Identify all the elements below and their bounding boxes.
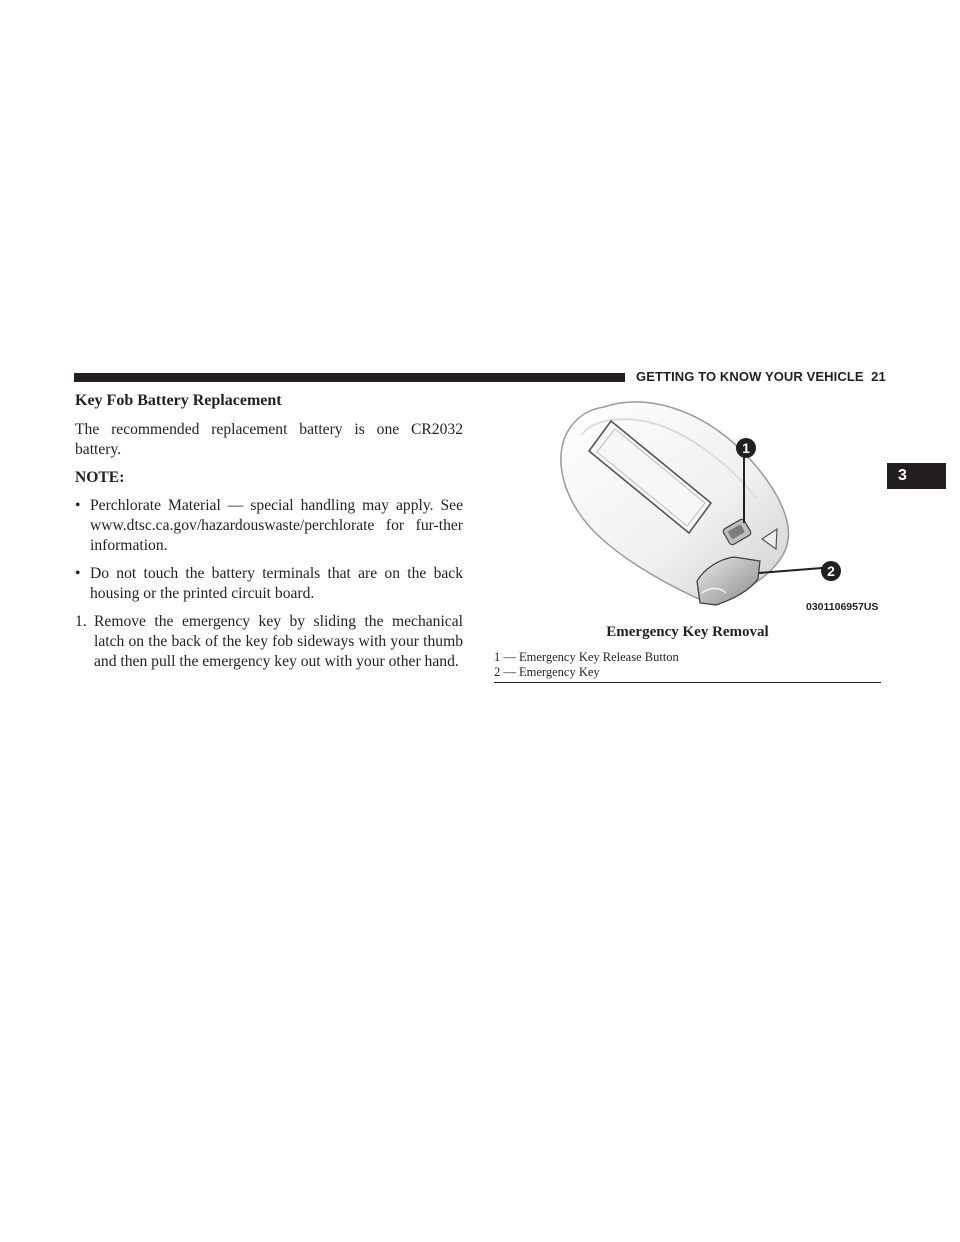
step-text: Remove the emergency key by sliding the mechanical latch on the back of the key fob sideways with your thumb and then pull the emergency key out with your other hand. bbox=[94, 613, 463, 670]
bullet-text: Perchlorate Material — special handling may apply. See www.dtsc.ca.gov/hazardouswaste/perchlorate for fur-ther information. bbox=[90, 497, 463, 554]
legend-item: 1 — Emergency Key Release Button bbox=[494, 650, 679, 664]
intro-paragraph: The recommended replacement battery is one CR2032 battery. bbox=[75, 421, 463, 458]
body-text-column bbox=[75, 391, 463, 672]
chapter-tab: 3 bbox=[887, 463, 946, 489]
callout-1-label: 1 bbox=[742, 440, 750, 456]
header-title: GETTING TO KNOW YOUR VEHICLE bbox=[636, 369, 864, 384]
callout-2-label: 2 bbox=[827, 563, 835, 579]
running-header bbox=[636, 369, 886, 384]
bullet-mark-icon: • bbox=[75, 497, 81, 514]
section-heading: Key Fob Battery Replacement bbox=[75, 392, 282, 409]
note-label: NOTE: bbox=[75, 469, 125, 486]
legend-item: 2 — Emergency Key bbox=[494, 665, 600, 679]
note-bullet bbox=[75, 564, 463, 604]
note-bullet bbox=[75, 496, 463, 556]
key-fob-illustration bbox=[494, 393, 881, 623]
procedure-step bbox=[75, 612, 463, 672]
figure-code: 0301106957US bbox=[806, 601, 879, 613]
page-number: 21 bbox=[871, 369, 886, 384]
legend-rule bbox=[494, 682, 881, 683]
step-number: 1. bbox=[75, 613, 87, 630]
bullet-text: Do not touch the battery terminals that are on the back housing or the printed circuit board. bbox=[90, 565, 463, 602]
figure-caption: Emergency Key Removal bbox=[606, 624, 769, 640]
header-rule bbox=[74, 373, 625, 382]
figure-legend bbox=[494, 650, 881, 680]
bullet-mark-icon: • bbox=[75, 565, 81, 582]
